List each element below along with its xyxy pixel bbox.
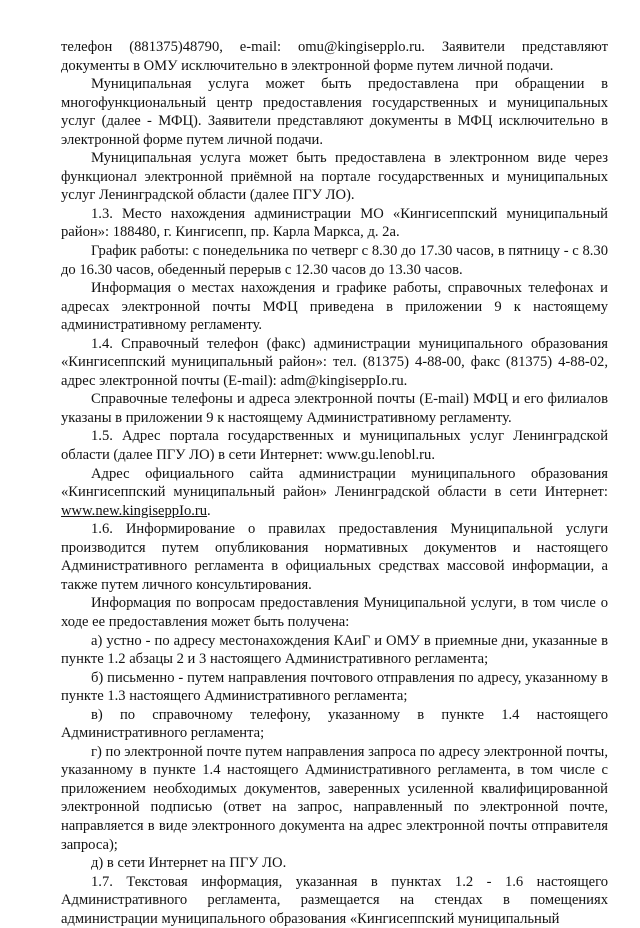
paragraph-1-5-portal: 1.5. Адрес портала государственных и муниципальных услуг Ленинградской области (далее ПГУ ЛО) в сети Интернет: www.gu.lenobl.ru. bbox=[61, 428, 608, 464]
official-site-text: Адрес официального сайта администрации муниципального образования «Кингисеппский муниципальный район» Ленинградской области в сети Интернет: bbox=[61, 465, 608, 501]
document-body bbox=[61, 38, 608, 928]
paragraph-1-4-phone: 1.4. Справочный телефон (факс) администрации муниципального образования «Кингисеппский муниципальный район»: тел. (81375) 4-88-00, факс (81375) 4-88-02, адрес электронной почты (E-mail): adm@kingiseppIo.ru. bbox=[61, 335, 608, 389]
paragraph-info-ways: Информация по вопросам предоставления Муниципальной услуги, в том числе о ходе ее предоставления может быть получена: bbox=[61, 595, 608, 630]
paragraph-work-schedule: График работы: с понедельника по четверг с 8.30 до 17.30 часов, в пятницу - с 8.30 до 16.30 часов, обеденный перерыв с 12.30 часов до 13.30 часов. bbox=[61, 243, 608, 278]
official-site-link[interactable]: www.new.kingiseppIo.ru bbox=[61, 502, 208, 519]
paragraph-official-site bbox=[61, 465, 608, 521]
paragraph-1-3-location: 1.3. Место нахождения администрации МО «Кингисеппский муниципальный район»: 188480, г. Кингисепп, пр. Карла Маркса, д. 2а. bbox=[61, 205, 608, 241]
paragraph-mfc-phones: Справочные телефоны и адреса электронной почты (E-mail) МФЦ и его филиалов указаны в приложении 9 к настоящему Административному регламенту. bbox=[61, 391, 608, 426]
list-item-d-internet: д) в сети Интернет на ПГУ ЛО. bbox=[91, 855, 287, 872]
paragraph-1-7-text-info: 1.7. Текстовая информация, указанная в пунктах 1.2 - 1.6 настоящего Административного регламента, размещается на стендах в помещениях администрации муниципального образования «Кингисеппский муниципальный bbox=[61, 873, 608, 927]
paragraph-1-6-informing: 1.6. Информирование о правилах предоставления Муниципальной услуги производится путем опубликования нормативных документов и настоящего Административного регламента в официальных средствах массовой информации, а также путем личного консультирования. bbox=[61, 521, 608, 593]
paragraph-contact-omu: телефон (881375)48790, e-mail: omu@kingisepplo.ru. Заявители представляют документы в ОМУ исключительно в электронной форме путем личной подачи. bbox=[61, 39, 608, 74]
paragraph-electronic-service: Муниципальная услуга может быть предоставлена в электронном виде через функционал электронной приёмной на портале государственных и муниципальных услуг Ленинградской области (далее ПГУ ЛО). bbox=[61, 150, 608, 204]
list-item-v-phone: в) по справочному телефону, указанному в пункте 1.4 настоящего Административного регламента; bbox=[61, 706, 608, 742]
official-site-period: . bbox=[207, 502, 211, 519]
list-item-g-email: г) по электронной почте путем направления запроса по адресу электронной почты, указанному в пункте 1.4 настоящего Административного регламента, в том числе с приложением необходимых документов, заверенных усиленной квалифицированной электронной подписью (ответ на запрос, направленный по электронной почте, направляется в виде электронного документа на адрес электронной почты отправителя запроса); bbox=[61, 743, 608, 853]
paragraph-mfc-service: Муниципальная услуга может быть предоставлена при обращении в многофункциональный центр предоставления государственных и муниципальных услуг (далее - МФЦ). Заявители представляют документы в МФЦ исключительно в электронной форме путем личной подачи. bbox=[61, 76, 608, 148]
paragraph-mfc-info: Информация о местах нахождения и графике работы, справочных телефонах и адресах электронной почты МФЦ приведена в приложении 9 к настоящему административному регламенту. bbox=[61, 280, 608, 334]
list-item-b-written: б) письменно - путем направления почтового отправления по адресу, указанному в пункте 1.3 настоящего Административного регламента; bbox=[61, 669, 608, 705]
list-item-a-oral: а) устно - по адресу местонахождения КАиГ и ОМУ в приемные дни, указанные в пункте 1.2 абзацы 2 и 3 настоящего Административного регламента; bbox=[61, 632, 608, 668]
